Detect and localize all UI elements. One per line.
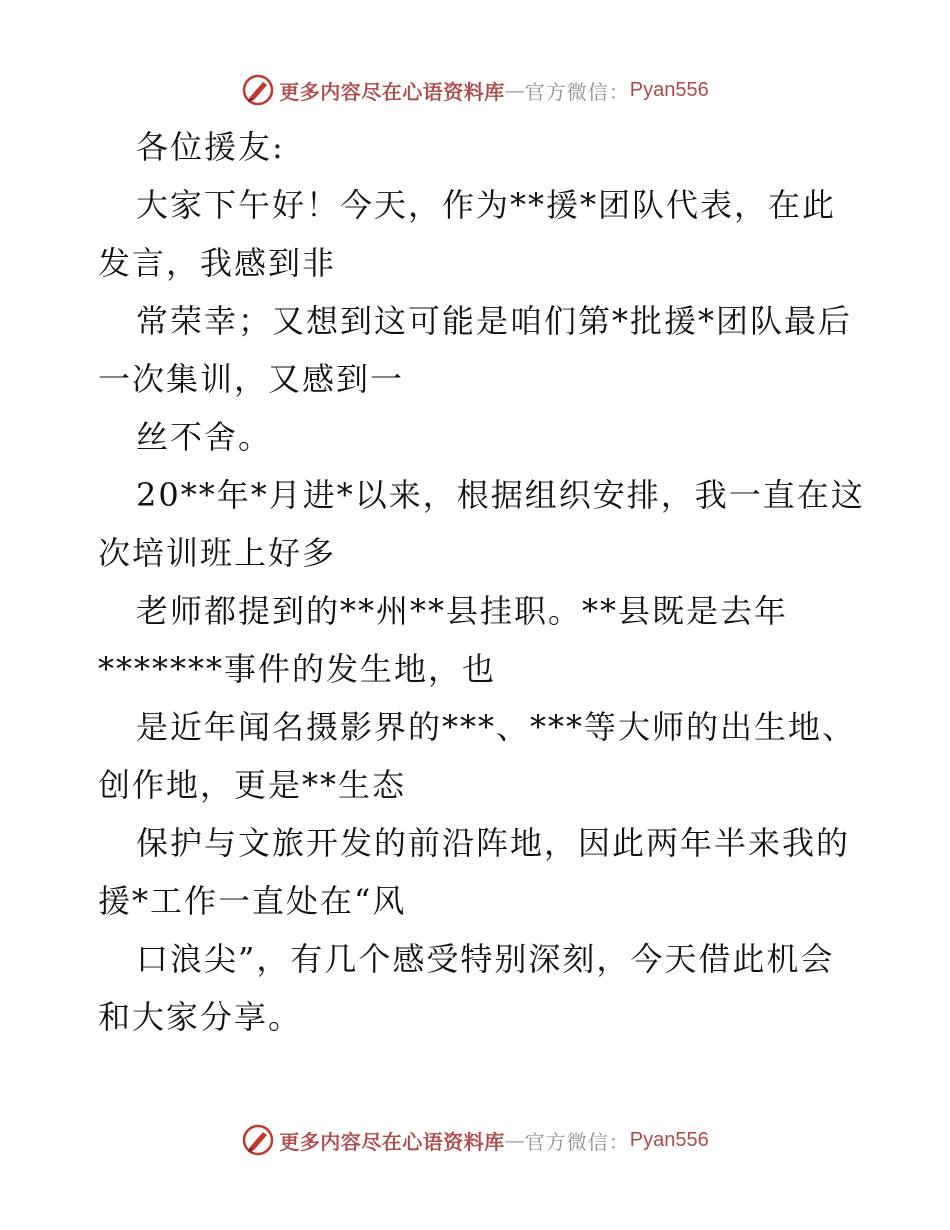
text-line: 和大家分享。 [98,998,303,1036]
text-line: 各位援友: [136,128,285,166]
text-line: 常荣幸；又想到这可能是咱们第*批援*团队最后 [136,302,853,340]
watermark-text: 更多内容尽在心语资料库 [279,1129,505,1154]
watermark-contact-label: 官方微信： [524,79,630,104]
pen-logo-icon [241,73,275,107]
watermark-contact-id: Pyan556 [629,78,709,101]
text-line: 创作地，更是**生态 [98,766,407,804]
text-line: 大家下午好！今天，作为**援*团队代表，在此 [136,186,837,224]
watermark-contact-label: 官方微信： [524,1129,630,1154]
pen-logo-icon [241,1123,275,1157]
text-line: 一次集训，又感到一 [98,360,405,398]
text-line: 口浪尖”，有几个感受特别深刻，今天借此机会 [136,940,835,978]
text-line: *******事件的发生地，也 [98,650,497,688]
text-line: 援*工作一直处在“风 [98,882,407,920]
text-line: 老师都提到的**州**县挂职。**县既是去年 [136,592,789,630]
text-line: 是近年闻名摄影界的***、***等大师的出生地、 [136,708,857,746]
watermark-banner-bottom [0,1120,950,1160]
text-line: 丝不舍。 [136,418,273,456]
document-body [98,118,865,1046]
watermark-contact-id: Pyan556 [629,1128,709,1151]
text-line: 20**年*月进*以来，根据组织安排，我一直在这 [136,476,865,514]
text-line: 发言，我感到非 [98,244,337,282]
text-line: 次培训班上好多 [98,534,337,572]
watermark-separator: — [504,1128,525,1152]
watermark-banner-top [0,70,950,110]
watermark-text: 更多内容尽在心语资料库 [279,79,505,104]
text-line: 保护与文旅开发的前沿阵地，因此两年半来我的 [136,824,851,862]
watermark-separator: — [504,78,525,102]
